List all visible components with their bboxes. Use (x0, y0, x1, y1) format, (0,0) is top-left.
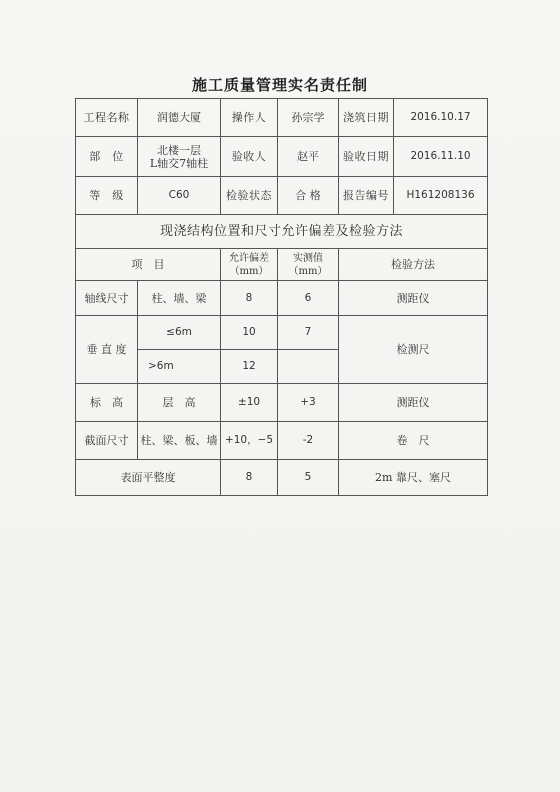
table-row (76, 316, 488, 350)
section-size-name: 截面尺寸 (76, 422, 138, 460)
axis-method: 测距仪 (339, 281, 488, 316)
header-allow-line1: 允许偏差 (229, 252, 269, 264)
axis-sub: 柱、墙、梁 (138, 281, 221, 316)
table-row (76, 384, 488, 422)
operator-value: 孙宗学 (278, 99, 339, 137)
grade-label: 等 级 (76, 177, 138, 215)
inspector-label: 验收人 (221, 137, 278, 177)
header-measured (278, 249, 339, 281)
elevation-measured: +3 (278, 384, 339, 422)
axis-name: 轴线尺寸 (76, 281, 138, 316)
table-row (76, 215, 488, 249)
status-label: 检验状态 (221, 177, 278, 215)
table-row (76, 137, 488, 177)
vertical-sub2: >6m (138, 350, 221, 384)
flatness-allow: 8 (221, 460, 278, 496)
part-label: 部 位 (76, 137, 138, 177)
part-value (138, 137, 221, 177)
vertical-allow2: 12 (221, 350, 278, 384)
header-item: 项 目 (76, 249, 221, 281)
elevation-method: 测距仪 (339, 384, 488, 422)
table-row (76, 460, 488, 496)
status-value: 合 格 (278, 177, 339, 215)
table-row (76, 281, 488, 316)
section-size-sub: 柱、梁、板、墙 (138, 422, 221, 460)
header-allow-line2: （mm） (229, 265, 269, 277)
table-row (76, 177, 488, 215)
header-measured-line1: 实测值 (293, 252, 323, 264)
document-title: 施工质量管理实名责任制 (191, 76, 368, 94)
quality-table (75, 98, 488, 496)
grade-value: C60 (138, 177, 221, 215)
flatness-measured: 5 (278, 460, 339, 496)
pour-date-value: 2016.10.17 (394, 99, 488, 137)
table-row (76, 422, 488, 460)
vertical-measured2 (278, 350, 339, 384)
vertical-allow1: 10 (221, 316, 278, 350)
elevation-name: 标 高 (76, 384, 138, 422)
operator-label: 操作人 (221, 99, 278, 137)
section-size-measured: -2 (278, 422, 339, 460)
report-label: 报告编号 (339, 177, 394, 215)
header-method: 检验方法 (339, 249, 488, 281)
accept-date-label: 验收日期 (339, 137, 394, 177)
vertical-name: 垂 直 度 (76, 316, 138, 384)
flatness-method: 2m 靠尺、塞尺 (339, 460, 488, 496)
section-size-method: 卷 尺 (339, 422, 488, 460)
accept-date-value: 2016.11.10 (394, 137, 488, 177)
vertical-measured1: 7 (278, 316, 339, 350)
part-value-line2: L轴交7轴柱 (149, 156, 209, 170)
axis-measured: 6 (278, 281, 339, 316)
vertical-sub1: ≤6m (138, 316, 221, 350)
part-value-line1: 北楼一层 (157, 143, 201, 157)
header-allow (221, 249, 278, 281)
section-title: 现浇结构位置和尺寸允许偏差及检验方法 (76, 215, 488, 249)
elevation-allow: ±10 (221, 384, 278, 422)
section-size-allow: +10，−5 (221, 422, 278, 460)
table-header-row (76, 249, 488, 281)
elevation-sub: 层 高 (138, 384, 221, 422)
table-row (76, 99, 488, 137)
flatness-name: 表面平整度 (76, 460, 221, 496)
vertical-method: 检测尺 (339, 316, 488, 384)
project-name-label: 工程名称 (76, 99, 138, 137)
header-measured-line2: （mm） (288, 265, 328, 277)
pour-date-label: 浇筑日期 (339, 99, 394, 137)
report-value: H161208136 (394, 177, 488, 215)
axis-allow: 8 (221, 281, 278, 316)
inspector-value: 赵平 (278, 137, 339, 177)
project-name-value: 润德大厦 (138, 99, 221, 137)
